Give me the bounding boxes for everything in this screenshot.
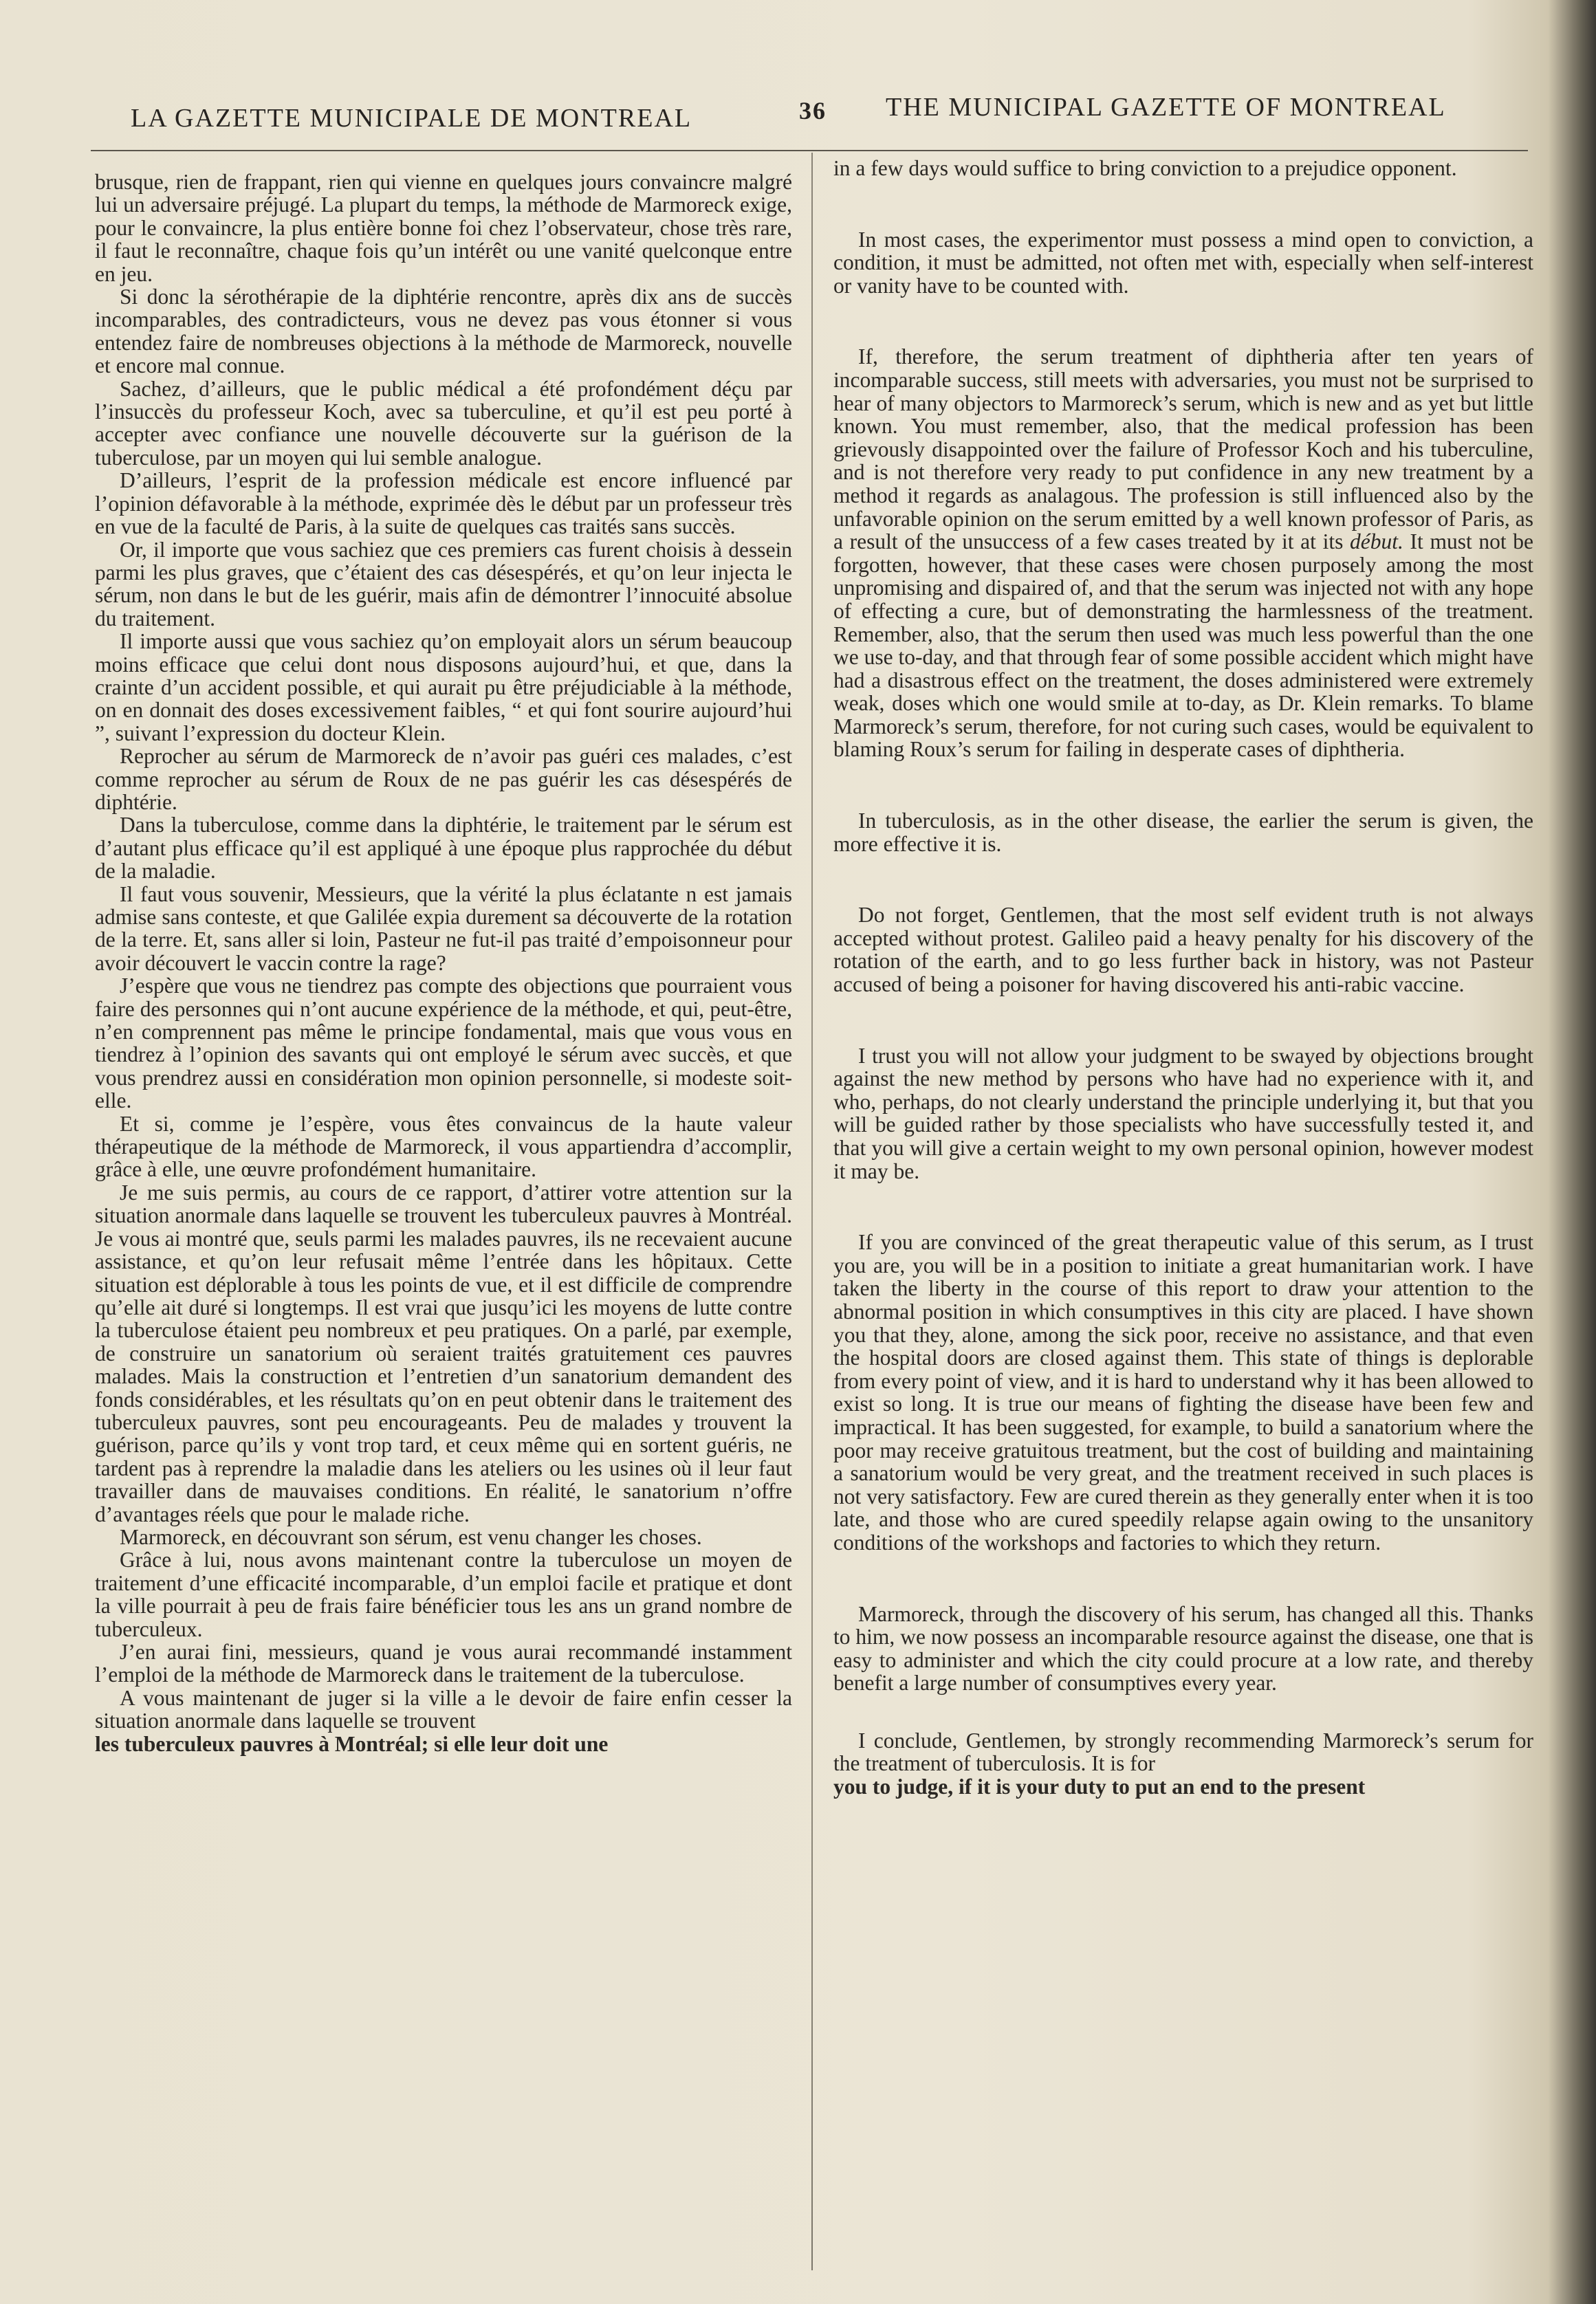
page-header xyxy=(131,88,1492,133)
french-paragraph-15: J’en aurai fini, messieurs, quand je vous aurai recommandé instamment l’emploi de la méthode de Marmoreck dans le traitement de la tuberculose. xyxy=(95,1640,792,1687)
page-number: 36 xyxy=(799,97,827,124)
french-paragraph-10: J’espère que vous ne tiendrez pas compte des objections que pourraient vous faire des personnes qui n’ont aucune expérience de la méthode, et qui, peut-être, n’en comprennent pas même le principe fondamental, mais que vous vous en tiendrez à l’opinion des savants qui ont employé le sérum avec succès, et que vous prendrez aussi en considération mon opinion personnelle, si modeste soit-elle. xyxy=(95,974,792,1113)
french-paragraph-7: Reprocher au sérum de Marmoreck de n’avoir pas guéri ces malades, c’est comme reprocher au sérum de Roux de ne pas guérir les cas désespérés de diphtérie. xyxy=(95,744,792,814)
french-paragraph-12: Je me suis permis, au cours de ce rapport, d’attirer votre attention sur la situation anormale dans laquelle se trouvent les tuberculeux pauvres à Montréal. Je vous ai montré que, seuls parmi les malades pauvres, ils ne recevaient aucune assistance, et qu’on leur refusait même l’entrée dans les hôpitaux. Cette situation est déplorable à tous les points de vue, et il est difficile de comprendre qu’elle ait duré si longtemps. Il est vrai que jusqu’ici les moyens de lutte contre la tuberculose étaient peu nombreux et peu pratiques. On a parlé, par exemple, de construire un sanatorium où seraient traités gratuitement ces pauvres malades. Mais la construction et l’entretien d’un sanatorium demandent des fonds considérables, et les résultats qu’on en peut obtenir dans le traitement des tuberculeux pauvres, sont peu encourageants. Peu de malades y trouvent la guérison, parce qu’ils y vont trop tard, et ceux même qui en sortent guéris, ne tardent pas à reprendre la maladie dans les ateliers ou les usines où il leur faut travailler dans de mauvaises conditions. En réalité, le sanatorium n’offre d’avantages réels que pour le malade riche. xyxy=(95,1180,792,1526)
french-column xyxy=(95,171,792,1755)
english-paragraph-3-continued: It must not be forgotten, however, that these cases were chosen purposely among the most unpromising and dispaired of, and that the serum was injected not with any hope of effecting a cure, but of demonstrating the harmlessness of the treatment. Remember, also, that the serum then used was much less powerful than the one we use to-day, and that through fear of some possible accident which might have had a disastrous effect on the treatment, the doses administered were extremely weak, doses which one would smile at to-day, as Dr. Klein remarks. To blame Marmoreck’s serum, therefore, for not curing such cases, would be equivalent to blaming Roux’s serum for failing in desperate cases of diphtheria. xyxy=(833,529,1534,762)
english-paragraph-4: In tuberculosis, as in the other disease, the earlier the serum is given, the more effective it is. xyxy=(833,809,1533,856)
english-paragraph-8: Marmoreck, through the discovery of his serum, has changed all this. Thanks to him, we now possess an incomparable resource against the disease, one that is easy to administer and which the city could procure at a low rate, and thereby benefit a large number of consumptives every year. xyxy=(833,1601,1533,1696)
english-paragraph-1: in a few days would suffice to bring conviction to a prejudice opponent. xyxy=(833,156,1457,180)
french-paragraph-6: Il importe aussi que vous sachiez qu’on employait alors un sérum beaucoup moins efficace que celui dont nous disposons aujourd’hui, et que, dans la crainte d’un accident possible, et qui aurait pu être préjudiciable à la méthode, on en donnait des doses excessivement faibles, “ et qui font sourire aujourd’hui ”, suivant l’expression du docteur Klein. xyxy=(95,629,792,745)
french-paragraph-5: Or, il importe que vous sachiez que ces premiers cas furent choisis à dessein parmi les plus graves, que c’étaient des cas désespérés, et qu’on leur injecta le sérum, non dans le but de les guérir, mais afin de démontrer l’innocuité absolue du traitement. xyxy=(95,537,792,630)
french-paragraph-4: D’ailleurs, l’esprit de la profession médicale est encore influencé par l’opinion défavorable à la méthode, exprimée dès le début par un professeur très en vue de la faculté de Paris, à la suite de quelques cas traités sans succès. xyxy=(95,468,792,539)
debut-word: début. xyxy=(1350,529,1403,554)
french-paragraph-2: Si donc la sérothérapie de la diphtérie rencontre, après dix ans de succès incomparables, des contradicteurs, vous ne devez pas vous étonner si vous entendez faire de nombreuses objections à la méthode de Marmoreck, nouvelle et encore mal connue. xyxy=(95,285,792,378)
english-paragraph-9: I conclude, Gentlemen, by strongly recommending Marmoreck’s serum for the treatment of tuberculosis. It is for xyxy=(833,1728,1533,1776)
header-english-title: THE MUNICIPAL GAZETTE OF MONTREAL xyxy=(886,93,1446,122)
french-paragraph-13: Marmoreck, en découvrant son sérum, est venu changer les choses. xyxy=(120,1524,702,1549)
french-paragraph-8: Dans la tuberculose, comme dans la diphtérie, le traitement par le sérum est d’autant plus efficace qu’il est appliqué à une époque plus rapprochée du début de la maladie. xyxy=(95,813,792,884)
english-paragraph-7: If you are convinced of the great therapeutic value of this serum, as I trust you are, you will be in a position to initiate a great humanitarian work. I have taken the liberty in the course of this report to draw your attention to the abnormal position in which consumptives in this city are placed. I have shown you that they, alone, among the sick poor, receive no assistance, and that even the hospital doors are closed against them. This state of things is deplorable from every point of view, and it is hard to understand why it has been allowed to exist so long. It is true our means of fighting the disease have been few and impractical. It has been suggested, for example, to build a sanatorium where the poor may receive gratuitous treatment, but the cost of building and maintaining a sanatorium would be very great, and the treatment received in such places is not very satisfactory. Few are cured therein as they generally enter when it is too late, and those who are cured speedily relapse again owing to the unsanitory conditions of the workshops and factories to which they return. xyxy=(833,1230,1533,1555)
english-paragraph-3-text: If, therefore, the serum treatment of diphtheria after ten years of incomparable success, still meets with adversaries, you must not be surprised to hear of many objectors to Marmoreck’s serum, which is new and as yet but little known. You must remember, also, that the medical profession has been grievously disappointed over the failure of Professor Koch and his tuberculine, and is not therefore very ready to put confidence in any new treatment by a method it regards as analagous. The profession is still influenced also by the unfavorable opinion on the serum emitted by a well known professor of Paris, as a result of the unsuccess of a few cases treated by it at its xyxy=(833,344,1533,554)
french-paragraph-16: A vous maintenant de juger si la ville a le devoir de faire enfin cesser la situation anormale dans laquelle se trouvent xyxy=(95,1685,792,1733)
english-paragraph-3 xyxy=(833,345,1533,761)
english-last-line: you to judge, if it is your duty to put an end to the present xyxy=(833,1775,1366,1799)
english-column xyxy=(833,157,1533,1799)
french-paragraph-1: brusque, rien de frappant, rien qui vienne en quelques jours convaincre malgré lui un adversaire préjugé. La plupart du temps, la méthode de Marmoreck exige, pour le convaincre, la plus entière bonne foi chez l’observateur, chose très rare, il faut le reconnaître, chaque fois qu’un intérêt ou une vanité quelconque entre en jeu. xyxy=(95,170,792,286)
english-paragraph-6: I trust you will not allow your judgment to be swayed by objections brought against the new method by persons who have had no experience with it, and who, perhaps, do not clearly understand the principle underlying it, but that you will be guided rather by those specialists who have successfully tested it, and that you will give a certain weight to my own personal opinion, however modest it may be. xyxy=(833,1043,1533,1183)
french-paragraph-9: Il faut vous souvenir, Messieurs, que la vérité la plus éclatante n est jamais admise sans conteste, et que Galilée expia durement sa découverte de la rotation de la terre. Et, sans aller si loin, Pasteur ne fut-il pas traité d’empoisonneur pour avoir découvert le vaccin contre la rage? xyxy=(95,881,792,975)
french-paragraph-14: Grâce à lui, nous avons maintenant contre la tuberculose un moyen de traitement d’une efficacité incomparable, d’un emploi facile et pratique et dont la ville pourrait à peu de frais faire bénéficier tous les ans un grand nombre de tuberculeux. xyxy=(95,1548,792,1641)
french-paragraph-3: Sachez, d’ailleurs, que le public médical a été profondément déçu par l’insuccès du professeur Koch, avec sa tuberculine, et qu’il est peu porté à accepter avec confiance une nouvelle découverte sur la guérison de la tuberculose, par un moyen qui lui semble analogue. xyxy=(95,376,792,470)
english-paragraph-2: In most cases, the experimentor must possess a mind open to conviction, a condition, it must be admitted, not often met with, especially when self-interest or vanity have to be counted with. xyxy=(833,227,1533,298)
column-divider xyxy=(811,153,813,2270)
header-rule xyxy=(91,150,1528,151)
english-paragraph-5: Do not forget, Gentlemen, that the most self evident truth is not always accepted without protest. Galileo paid a heavy penalty for his discovery of the rotation of the earth, and to go less further back in history, was not Pasteur accused of being a poisoner for having discovered his anti-rabic vaccine. xyxy=(833,903,1533,997)
french-paragraph-11: Et si, comme je l’espère, vous êtes convaincus de la haute valeur thérapeutique de la méthode de Marmoreck, il vous appartiendra d’accomplir, grâce à elle, une œuvre profondément humanitaire. xyxy=(95,1111,792,1182)
french-last-line: les tuberculeux pauvres à Montréal; si elle leur doit une xyxy=(95,1731,609,1756)
header-french-title: LA GAZETTE MUNICIPALE DE MONTREAL xyxy=(131,104,692,133)
